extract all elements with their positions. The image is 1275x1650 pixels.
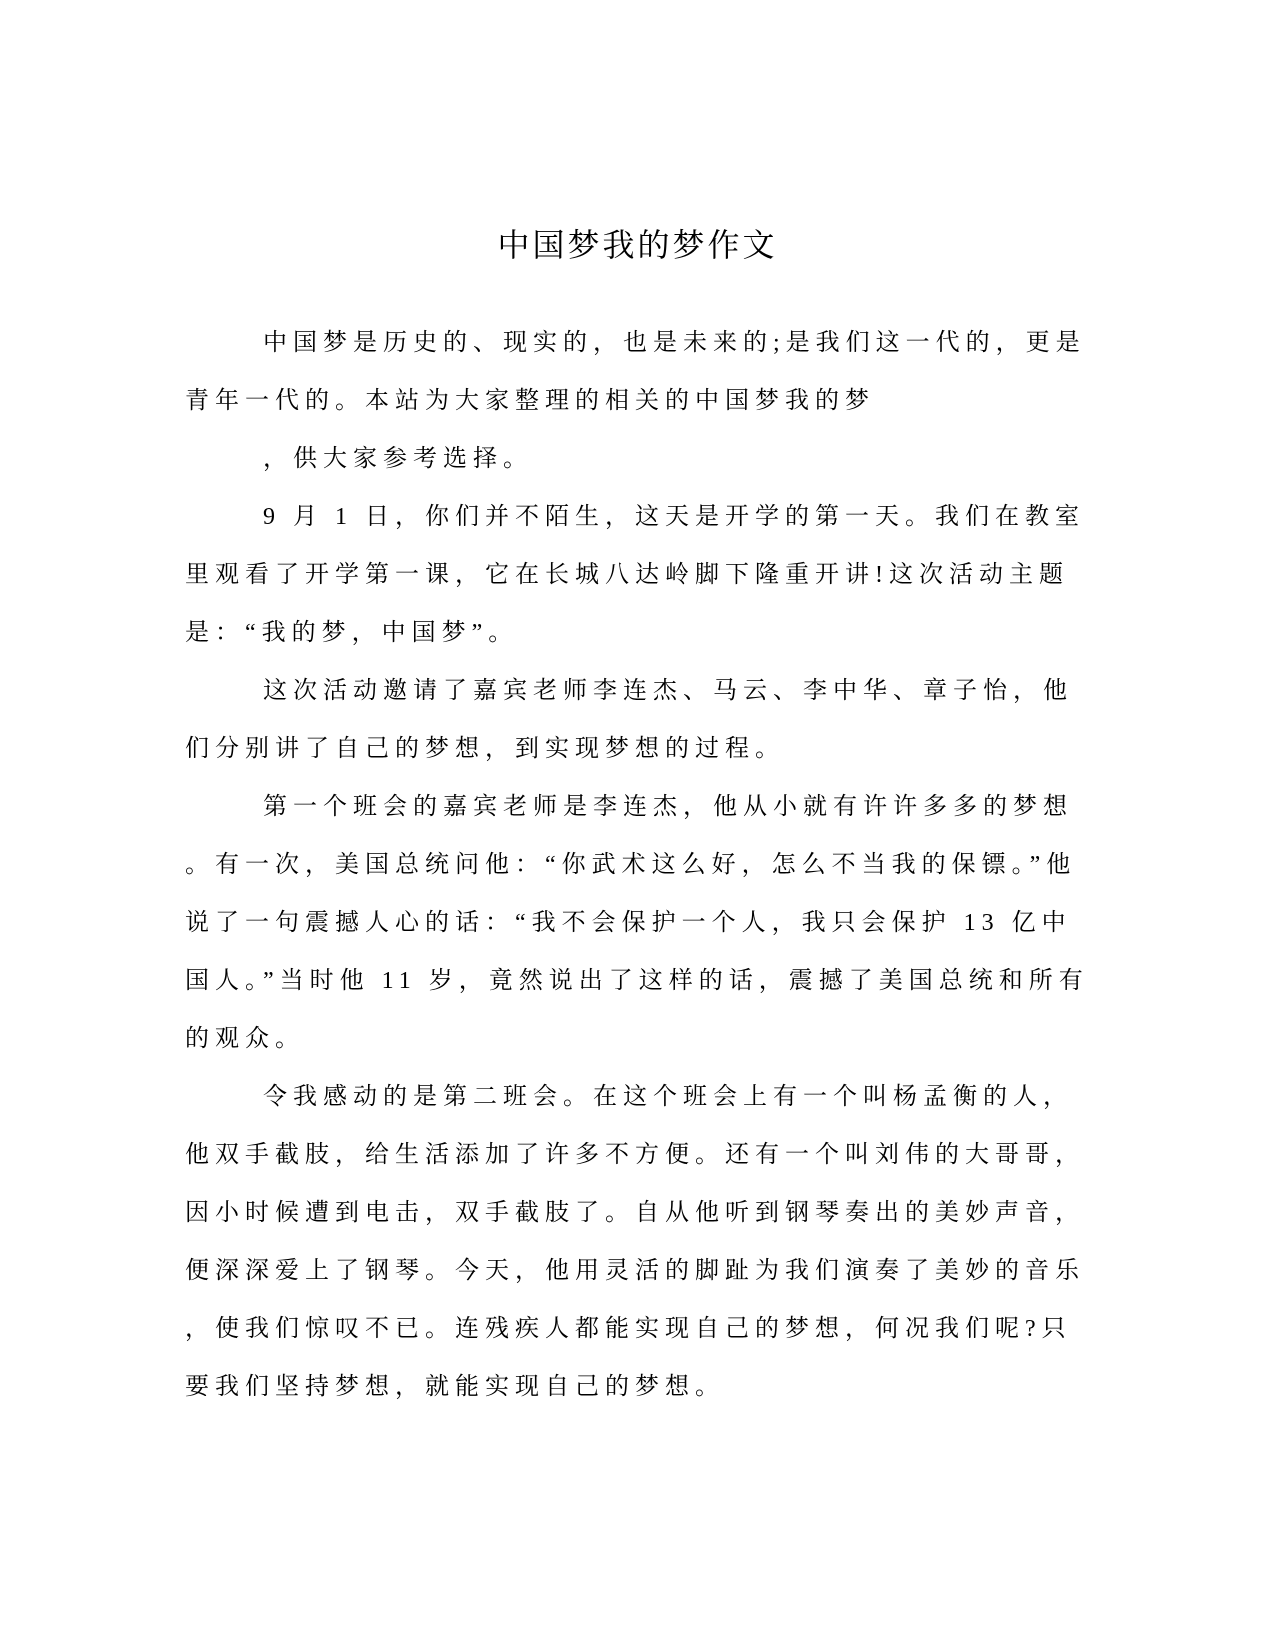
document-title: 中国梦我的梦作文 — [497, 227, 778, 264]
paragraph-sept-1: 9 月 1 日，你们并不陌生，这天是开学的第一天。我们在教室里观看了开学第一课，它在长城八达岭脚下隆重开讲!这次活动主题是：“我的梦，中国梦”。 — [185, 504, 1085, 646]
paragraph-intro-2: ，供大家参考选择。 — [263, 446, 533, 472]
paragraph-first-class: 第一个班会的嘉宾老师是李连杰，他从小就有许许多多的梦想。有一次，美国总统问他：“你武术这么好，怎么不当我的保镖。”他说了一句震撼人心的话：“我不会保护一个人，我只会保护 13 亿中国人。”当时他 11 岁，竟然说出了这样的话，震撼了美国总统和所有的观众。 — [185, 794, 1089, 1052]
paragraph-intro-1: 中国梦是历史的、现实的，也是未来的;是我们这一代的，更是青年一代的。本站为大家整理的相关的中国梦我的梦 — [185, 330, 1086, 414]
paragraph-second-class: 令我感动的是第二班会。在这个班会上有一个叫杨孟衡的人，他双手截肢，给生活添加了许多不方便。还有一个叫刘伟的大哥哥，因小时候遭到电击，双手截肢了。自从他听到钢琴奏出的美妙声音，便深深爱上了钢琴。今天，他用灵活的脚趾为我们演奏了美妙的音乐，使我们惊叹不已。连残疾人都能实现自己的梦想，何况我们呢?只要我们坚持梦想，就能实现自己的梦想。 — [185, 1084, 1085, 1400]
paragraph-guests: 这次活动邀请了嘉宾老师李连杰、马云、李中华、章子怡，他们分别讲了自己的梦想，到实现梦想的过程。 — [185, 678, 1073, 762]
document-body — [185, 314, 1090, 1416]
